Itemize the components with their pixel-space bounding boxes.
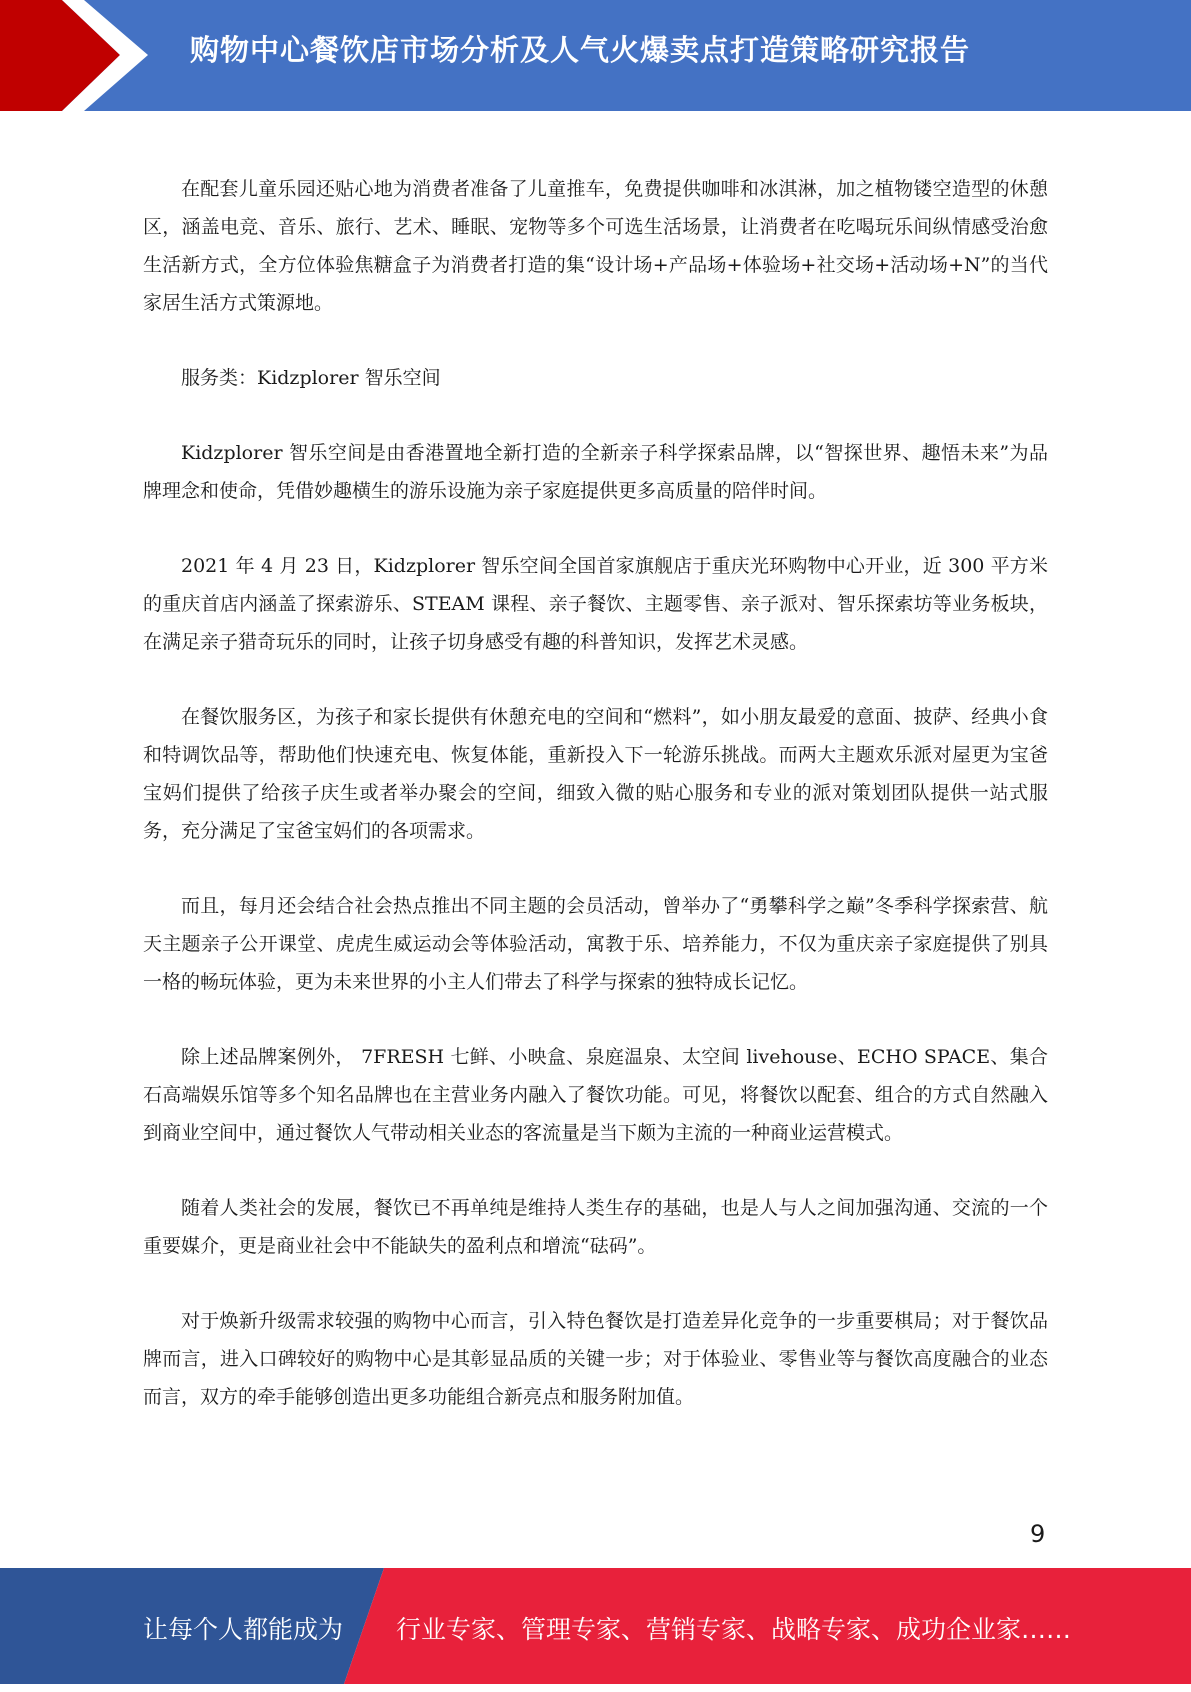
paragraph: 对于焕新升级需求较强的购物中心而言，引入特色餐饮是打造差异化竞争的一步重要棋局；对于餐饮品牌而言，进入口碑较好的购物中心是其彰显品质的关键一步；对于体验业、零售业等与餐饮高度融合的业态而言，双方的牵手能够创造出更多功能组合新亮点和服务附加值。: [143, 1310, 1048, 1408]
page-header: [0, 0, 1191, 111]
paragraph: 而且，每月还会结合社会热点推出不同主题的会员活动，曾举办了“勇攀科学之巅”冬季科学探索营、航天主题亲子公开课堂、虎虎生威运动会等体验活动，寓教于乐、培养能力，不仅为重庆亲子家庭提供了别具一格的畅玩体验，更为未来世界的小主人们带去了科学与探索的独特成长记忆。: [143, 895, 1048, 993]
page-footer: [0, 1568, 1191, 1684]
page-number: 9: [1030, 1520, 1046, 1548]
section-heading-service: 服务类：Kidzplorer 智乐空间: [181, 367, 441, 389]
footer-slogan-right: 行业专家、管理专家、营销专家、战略专家、成功企业家……: [396, 1615, 1072, 1644]
body-content: [143, 170, 1048, 1453]
paragraph: 除上述品牌案例外， 7FRESH 七鲜、小映盒、泉庭温泉、太空间 livehouse、ECHO SPACE、集合石高端娱乐馆等多个知名品牌也在主营业务内融入了餐饮功能。可见，将餐饮以配套、组合的方式自然融入到商业空间中，通过餐饮人气带动相关业态的客流量是当下颇为主流的一种商业运营模式。: [143, 1046, 1048, 1144]
paragraph: Kidzplorer 智乐空间是由香港置地全新打造的全新亲子科学探索品牌，以“智探世界、趣悟未来”为品牌理念和使命，凭借妙趣横生的游乐设施为亲子家庭提供更多高质量的陪伴时间。: [143, 442, 1048, 502]
paragraph: 在餐饮服务区，为孩子和家长提供有休憩充电的空间和“燃料”，如小朋友最爱的意面、披萨、经典小食和特调饮品等，帮助他们快速充电、恢复体能，重新投入下一轮游乐挑战。而两大主题欢乐派对屋更为宝爸宝妈们提供了给孩子庆生或者举办聚会的空间，细致入微的贴心服务和专业的派对策划团队提供一站式服务，充分满足了宝爸宝妈们的各项需求。: [143, 706, 1048, 842]
paragraph: 2021 年 4 月 23 日，Kidzplorer 智乐空间全国首家旗舰店于重庆光环购物中心开业，近 300 平方米的重庆首店内涵盖了探索游乐、STEAM 课程、亲子餐饮、主题零售、亲子派对、智乐探索坊等业务板块，在满足亲子猎奇玩乐的同时，让孩子切身感受有趣的科普知识，发挥艺术灵感。: [143, 555, 1048, 653]
paragraph: 随着人类社会的发展，餐饮已不再单纯是维持人类生存的基础，也是人与人之间加强沟通、交流的一个重要媒介，更是商业社会中不能缺失的盈利点和增流“砝码”。: [143, 1197, 1048, 1257]
report-title: 购物中心餐饮店市场分析及人气火爆卖点打造策略研究报告: [190, 33, 971, 67]
footer-slogan-left: 让每个人都能成为: [143, 1615, 344, 1644]
paragraph: 在配套儿童乐园还贴心地为消费者准备了儿童推车，免费提供咖啡和冰淇淋，加之植物镂空造型的休憩区，涵盖电竞、音乐、旅行、艺术、睡眠、宠物等多个可选生活场景，让消费者在吃喝玩乐间纵情感受治愈生活新方式，全方位体验焦糖盒子为消费者打造的集“设计场+产品场+体验场+社交场+活动场+N”的当代家居生活方式策源地。: [143, 178, 1048, 314]
